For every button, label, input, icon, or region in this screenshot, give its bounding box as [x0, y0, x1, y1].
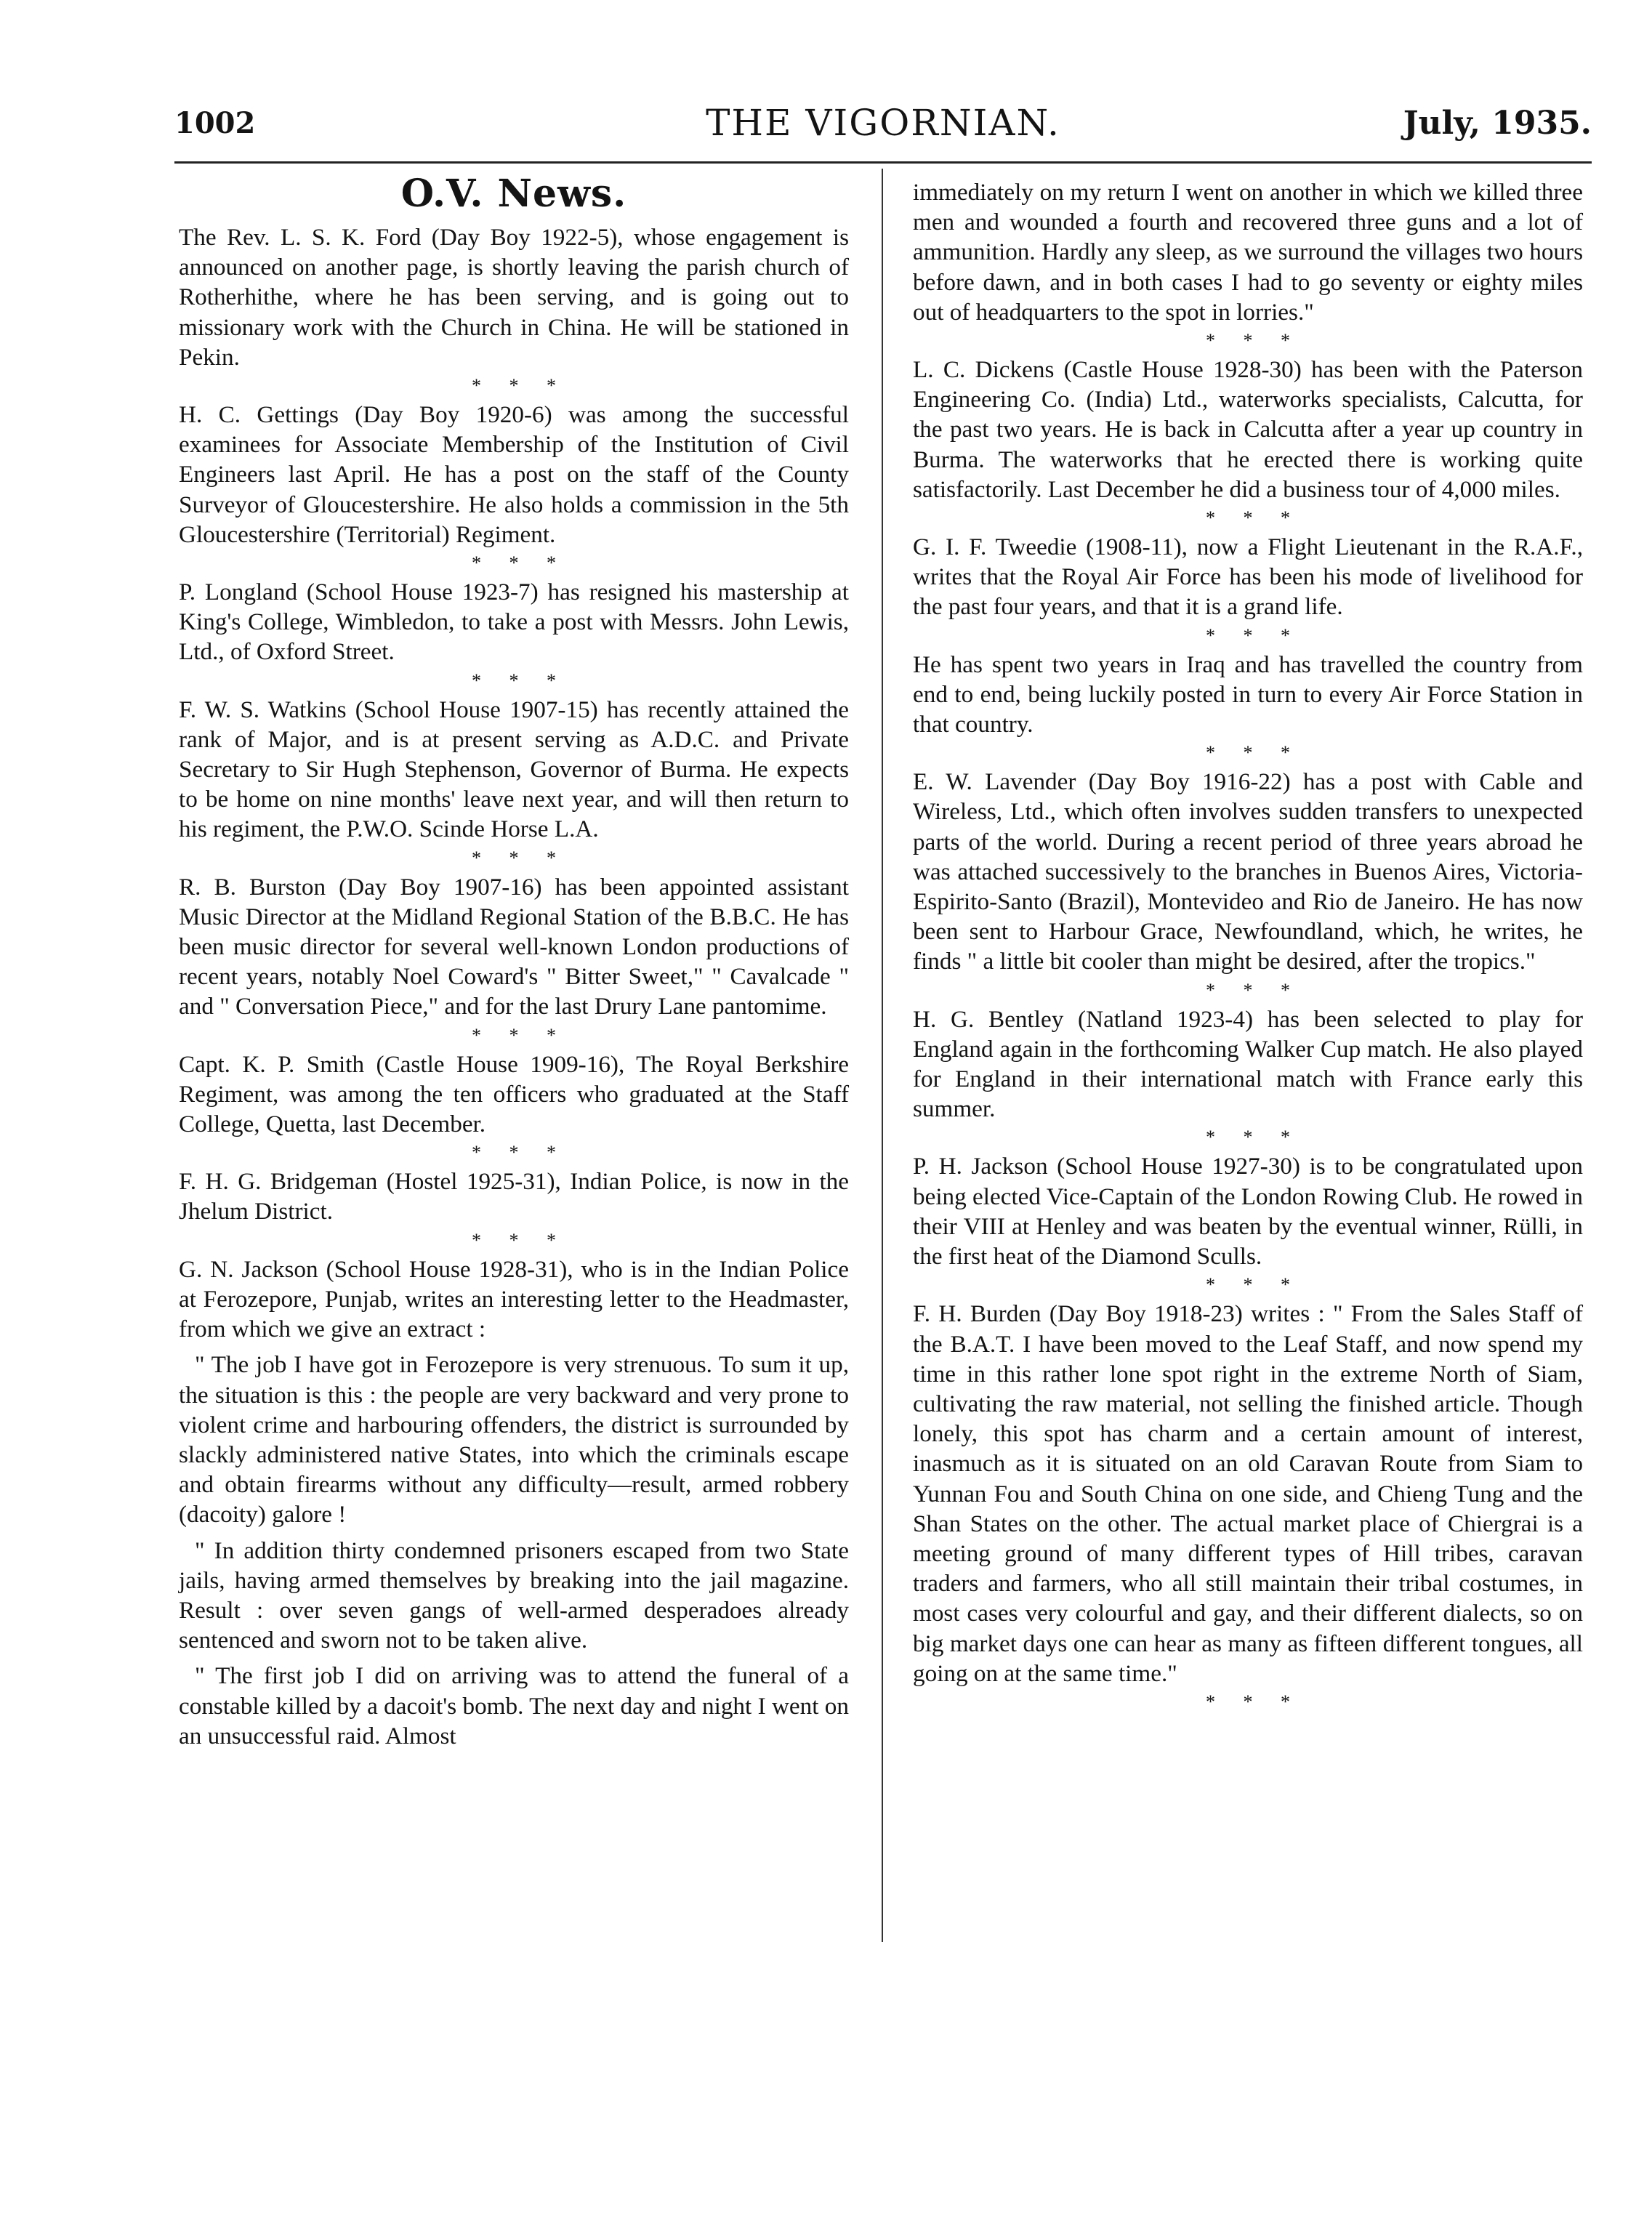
separator: * * * — [472, 1024, 568, 1046]
separator: * * * — [1206, 507, 1302, 529]
letter-extract: immediately on my return I went on another in which we killed three men and wounded a fourth and recovered three guns and a lot of ammunition. Hardly any sleep, as we surround the villages two hours before dawn, and in both cases I had to go seventy or eighty miles out of headquarters to the spot in lorries." — [913, 179, 1583, 326]
news-item: He has spent two years in Iraq and has travelled the country from end to end, being luckily posted in turn to every Air Force Station in that country. — [913, 651, 1583, 738]
news-item: P. H. Jackson (School House 1927-30) is to be congratulated upon being elected Vice-Captain of the London Rowing Club. He rowed in their VIII at Henley and was beaten by the eventual winner, Rülli, in the first heat of the Diamond Sculls. — [913, 1153, 1583, 1270]
separator: * * * — [1206, 330, 1302, 352]
right-column — [913, 177, 1583, 1716]
separator: * * * — [1206, 624, 1302, 646]
column-divider — [882, 169, 883, 1942]
letter-extract: " The job I have got in Ferozepore is very strenuous. To sum it up, the situation is this : the people are very backward and very prone to violent crime and harbouring offenders, the district is surrounded by slackly administered native States, into which the criminals escape and obtain firearms without any difficulty—result, armed robbery (dacoity) galore ! — [179, 1351, 849, 1529]
separator: * * * — [472, 1229, 568, 1251]
header-rule — [174, 161, 1592, 164]
news-item: F. W. S. Watkins (School House 1907-15) has recently attained the rank of Major, and is at present serving as A.D.C. and Private Secretary to Sir Hugh Stephenson, Governor of Burma. He expects to be home on nine months' leave next year, and will then return to his regiment, the P.W.O. Scinde Horse L.A. — [179, 696, 849, 843]
news-item: R. B. Burston (Day Boy 1907-16) has been appointed assistant Music Director at the Midland Regional Station of the B.B.C. He has been music director for several well-known London productions of recent years, notably Noel Coward's " Bitter Sweet," " Cavalcade " and " Conversation Piece," and for the last Drury Lane pantomime. — [179, 873, 849, 1020]
news-item: P. Longland (School House 1923-7) has resigned his mastership at King's College, Wimbledon, to take a post with Messrs. John Lewis, Ltd., of Oxford Street. — [179, 579, 849, 666]
separator: * * * — [472, 847, 568, 869]
separator: * * * — [1206, 1274, 1302, 1296]
separator: * * * — [1206, 1691, 1302, 1712]
left-column — [179, 169, 849, 1751]
separator: * * * — [472, 1142, 568, 1164]
news-item: F. H. G. Bridgeman (Hostel 1925-31), Indian Police, is now in the Jhelum District. — [179, 1168, 849, 1225]
news-item: L. C. Dickens (Castle House 1928-30) has been with the Paterson Engineering Co. (India) Ltd., waterworks specialists, Calcutta, for the past two years. He is back in Calcutta after a year up country in Burma. The waterworks that he erected there is working quite satisfactorily. Last December he did a business tour of 4,000 miles. — [913, 356, 1583, 503]
page-number: 1002 — [174, 106, 256, 140]
separator: * * * — [1206, 1127, 1302, 1148]
news-item: E. W. Lavender (Day Boy 1916-22) has a post with Cable and Wireless, Ltd., which often involves sudden transfers to unexpected parts of the world. During a recent period of three years abroad he was attached successively to the branches in Buenos Aires, Victoria-Espirito-Santo (Brazil), Montevideo and Rio de Janeiro. He has now been sent to Harbour Grace, Newfoundland, which, he writes, he finds " a little bit cooler than might be desired, after the tropics." — [913, 768, 1583, 975]
section-heading: O.V. News. — [400, 172, 627, 216]
news-item: G. N. Jackson (School House 1928-31), who is in the Indian Police at Ferozepore, Punjab, writes an interesting letter to the Headmaster, from which we give an extract : — [179, 1255, 849, 1343]
separator: * * * — [1206, 742, 1302, 764]
letter-extract: " The first job I did on arriving was to attend the funeral of a constable killed by a dacoit's bomb. The next day and night I went on an unsuccessful raid. Almost — [179, 1662, 849, 1749]
page-header — [174, 102, 1592, 148]
separator: * * * — [472, 669, 568, 691]
news-item: Capt. K. P. Smith (Castle House 1909-16), The Royal Berkshire Regiment, was among the ten officers who graduated at the Staff College, Quetta, last December. — [179, 1050, 849, 1138]
news-item: G. I. F. Tweedie (1908-11), now a Flight Lieutenant in the R.A.F., writes that the Royal Air Force has been his mode of livelihood for the past four years, and that it is a grand life. — [913, 533, 1583, 621]
separator: * * * — [472, 375, 568, 397]
publication-title: THE VIGORNIAN. — [706, 102, 1060, 144]
separator: * * * — [472, 552, 568, 574]
news-item: F. H. Burden (Day Boy 1918-23) writes : " From the Sales Staff of the B.A.T. I have been moved to the Leaf Staff, and now spend my time in this rather lone spot right in the extreme North of Siam, cultivating the raw material, not selling the finished article. Though lonely, this spot has charm and a certain amount of interest, inasmuch as it is situated on an old Caravan Route from Siam to Yunnan Fou and South China on one side, and Chieng Tung and the Shan States on the other. The actual market place of Chiergrai is a meeting ground of many different types of Hill tribes, caravan traders and farmers, who all still maintain their tribal costumes, in most cases very colourful and gay, and their different dialects, so on big market days one can hear as many as fifteen different tongues, all going on at the same time." — [913, 1300, 1583, 1687]
separator: * * * — [1206, 979, 1302, 1001]
letter-extract: " In addition thirty condemned prisoners escaped from two State jails, having armed themselves by breaking into the jail magazine. Result : over seven gangs of well-armed desperadoes already sentenced and sworn not to be taken alive. — [179, 1537, 849, 1654]
news-item: H. G. Bentley (Natland 1923-4) has been selected to play for England again in the forthcoming Walker Cup match. He also played for England in their international match with France early this summer. — [913, 1005, 1583, 1123]
news-item: The Rev. L. S. K. Ford (Day Boy 1922-5), whose engagement is announced on another page, is shortly leaving the parish church of Rotherhithe, where he has been serving, and is going out to missionary work with the Church in China. He will be stationed in Pekin. — [179, 224, 849, 371]
issue-date: July, 1935. — [1403, 105, 1592, 142]
news-item: H. C. Gettings (Day Boy 1920-6) was among the successful examinees for Associate Membership of the Institution of Civil Engineers last April. He has a post on the staff of the County Surveyor of Gloucestershire. He also holds a commission in the 5th Gloucestershire (Territorial) Regiment. — [179, 401, 849, 548]
